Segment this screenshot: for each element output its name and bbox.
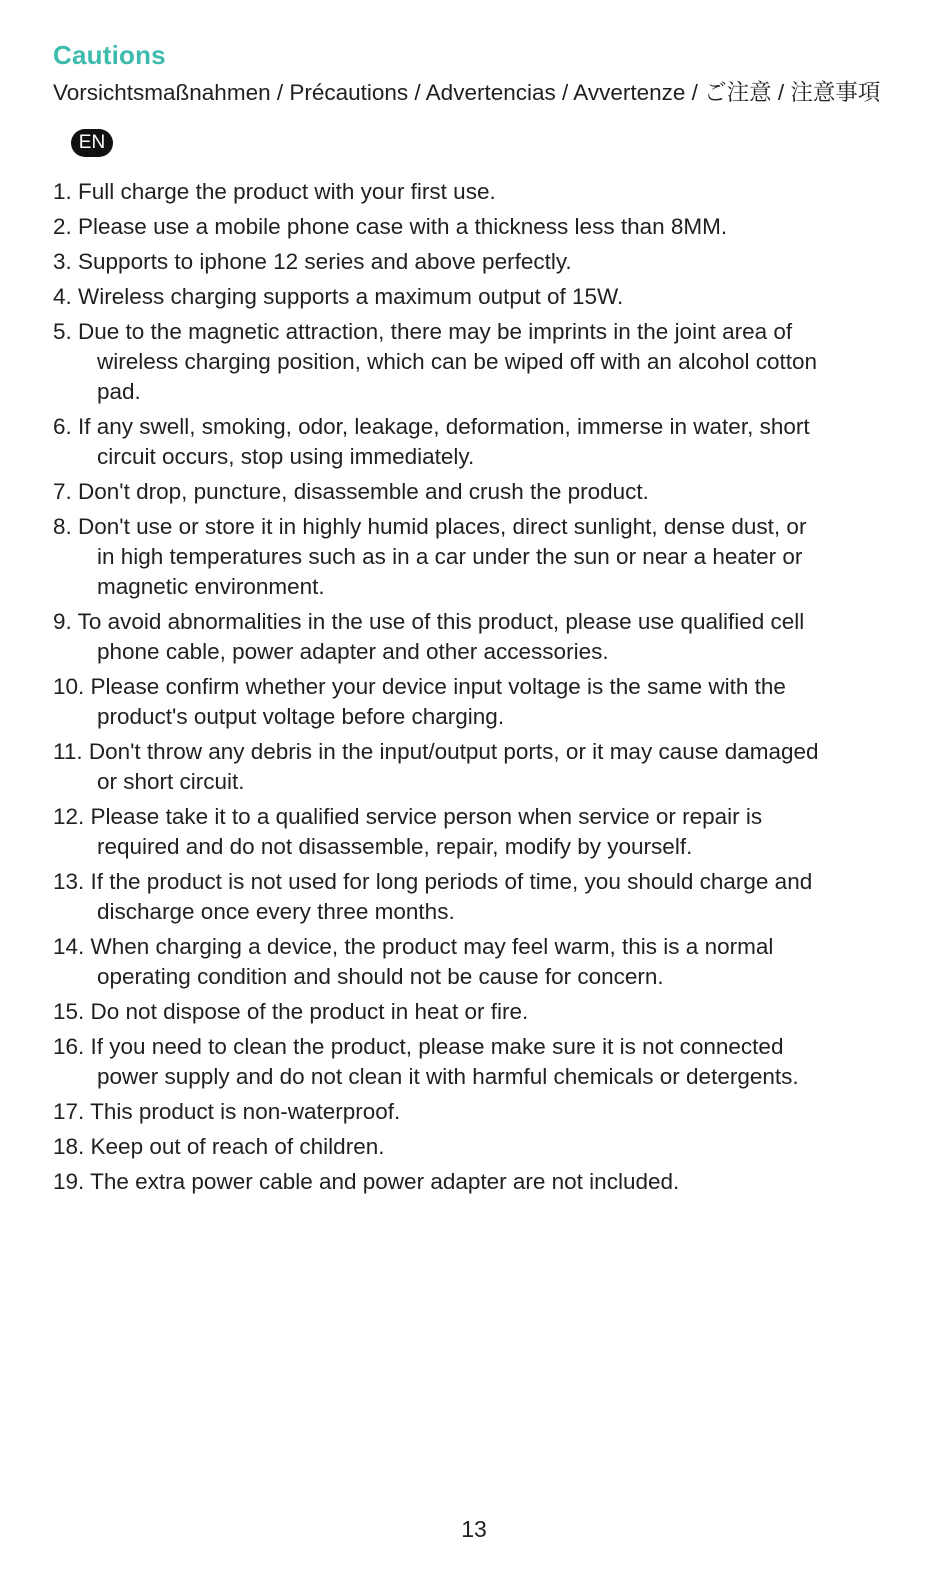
caution-item	[53, 997, 913, 1027]
caution-item	[53, 607, 913, 667]
caution-text: 3. Supports to iphone 12 series and above perfectly.	[53, 249, 572, 274]
caution-item	[53, 867, 913, 927]
caution-text: 11. Don't throw any debris in the input/output ports, or it may cause damaged	[53, 739, 819, 764]
caution-text: 1. Full charge the product with your first use.	[53, 179, 496, 204]
caution-text-continued: or short circuit.	[97, 769, 245, 794]
caution-text-continued: magnetic environment.	[97, 574, 325, 599]
page-title: Cautions	[53, 40, 166, 70]
caution-item	[53, 477, 913, 507]
caution-text: 19. The extra power cable and power adapter are not included.	[53, 1169, 680, 1194]
caution-text-continued: in high temperatures such as in a car under the sun or near a heater or	[97, 544, 803, 569]
caution-text-continued: discharge once every three months.	[97, 899, 455, 924]
caution-item	[53, 737, 913, 797]
caution-text-continued: circuit occurs, stop using immediately.	[97, 444, 475, 469]
caution-item	[53, 1032, 913, 1092]
caution-item	[53, 317, 913, 407]
caution-item	[53, 802, 913, 862]
caution-text-continued: power supply and do not clean it with harmful chemicals or detergents.	[97, 1064, 799, 1089]
caution-text-continued: pad.	[97, 379, 141, 404]
caution-text-continued: product's output voltage before charging.	[97, 704, 505, 729]
caution-text: 4. Wireless charging supports a maximum output of 15W.	[53, 284, 624, 309]
caution-item	[53, 512, 913, 602]
caution-item	[53, 177, 913, 207]
caution-item	[53, 247, 913, 277]
caution-list	[53, 177, 913, 1202]
caution-text: 6. If any swell, smoking, odor, leakage, deformation, immerse in water, short	[53, 414, 810, 439]
caution-text: 2. Please use a mobile phone case with a thickness less than 8MM.	[53, 214, 728, 239]
language-badge: EN	[71, 129, 113, 157]
caution-text: 5. Due to the magnetic attraction, there may be imprints in the joint area of	[53, 319, 793, 344]
caution-text: 12. Please take it to a qualified service person when service or repair is	[53, 804, 763, 829]
caution-text-continued: required and do not disassemble, repair, modify by yourself.	[97, 834, 693, 859]
caution-item	[53, 1167, 913, 1197]
caution-text-continued: phone cable, power adapter and other accessories.	[97, 639, 609, 664]
caution-item	[53, 1132, 913, 1162]
page-number: 13	[461, 1516, 487, 1542]
caution-text-continued: operating condition and should not be cause for concern.	[97, 964, 664, 989]
caution-text: 8. Don't use or store it in highly humid places, direct sunlight, dense dust, or	[53, 514, 807, 539]
caution-text: 16. If you need to clean the product, please make sure it is not connected	[53, 1034, 784, 1059]
caution-text: 14. When charging a device, the product may feel warm, this is a normal	[53, 934, 774, 959]
caution-text: 9. To avoid abnormalities in the use of this product, please use qualified cell	[53, 609, 805, 634]
caution-item	[53, 672, 913, 732]
caution-text: 17. This product is non-waterproof.	[53, 1099, 401, 1124]
caution-text: 18. Keep out of reach of children.	[53, 1134, 385, 1159]
caution-item	[53, 282, 913, 312]
caution-item	[53, 1097, 913, 1127]
caution-text-continued: wireless charging position, which can be wiped off with an alcohol cotton	[97, 349, 817, 374]
caution-text: 7. Don't drop, puncture, disassemble and crush the product.	[53, 479, 649, 504]
caution-item	[53, 932, 913, 992]
caution-text: 13. If the product is not used for long periods of time, you should charge and	[53, 869, 813, 894]
caution-text: 15. Do not dispose of the product in heat or fire.	[53, 999, 529, 1024]
caution-text: 10. Please confirm whether your device input voltage is the same with the	[53, 674, 786, 699]
translations-subtitle: Vorsichtsmaßnahmen / Précautions / Advertencias / Avvertenze / ご注意 / 注意事項	[53, 80, 881, 105]
caution-item	[53, 412, 913, 472]
caution-item	[53, 212, 913, 242]
